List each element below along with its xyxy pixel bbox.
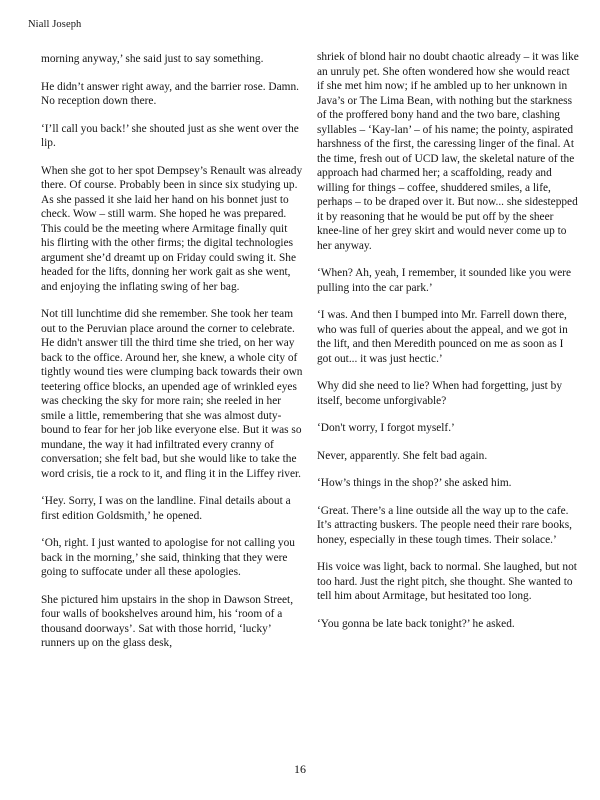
paragraph: She pictured him upstairs in the shop in Dawson Street, four walls of bookshelves around him, his ‘room of a thousand doorways’. Sat with those horrid, ‘lucky’ runners up on the glass desk, xyxy=(41,593,294,649)
paragraph: shriek of blond hair no doubt chaotic already – it was like an unruly pet. She often wondered how she would react if she met him now; if he ambled up to her unknown in Java’s or The Lima Bean, with nothing but the starkness of the proffered bony hand and the two bare, clashing syllables – ‘Kay-lan’ – of his name; the pointy, aspirated harshness of the first, the caressing linger of the final. At the time, fresh out of UCD law, the skeletal nature of the approach had charmed her; a scaffolding, ready and willing for things – coffee, shuddered smiles, a life, perhaps – to be draped over it. But now... she sidestepped it by reasoning that he would be put off by the sheer knee-line of her grey skirt and would never come up to her anyway. xyxy=(317,51,579,252)
running-header-author: Niall Joseph xyxy=(28,19,82,30)
paragraph: Why did she need to lie? When had forgetting, just by itself, become unforgivable? xyxy=(317,380,562,407)
paragraph: ‘Great. There’s a line outside all the way up to the cafe. It’s attracting buskers. The people need their rare books, honey, especially in these tough times. Their solace.’ xyxy=(317,504,572,546)
paragraph: ‘I was. And then I bumped into Mr. Farrell down there, who was full of queries about the appeal, and we got in the lift, and then Meredith pounced on me as soon as I got out... it was just hectic.’ xyxy=(317,309,568,365)
paragraph: Not till lunchtime did she remember. She took her team out to the Peruvian place around the corner to celebrate. He didn't answer till the third time she tried, on her way back to the office. Around her, she knew, a whole city of tightly wound ties were clumping back towards their own teetering office blocks, an upended age of wrinkled eyes was checking the sky for more rain; she reeled in her smile a little, remembering that she was almost duty-bound to fear for her job like everyone else. But it was so mundane, the way it had infiltrated every cranny of conversation; she felt bad, but she would like to take the word crisis, tie a rock to it, and fling it in the Liffey river. xyxy=(41,308,303,480)
paragraph: ‘How’s things in the shop?’ she asked him. xyxy=(317,477,512,489)
left-column xyxy=(41,52,303,664)
paragraph: ‘Oh, right. I just wanted to apologise for not calling you back in the morning,’ she said, thinking that they were going to suffocate under all these apologies. xyxy=(41,537,295,578)
right-column xyxy=(317,50,579,644)
paragraph: His voice was light, back to normal. She laughed, but not too hard. Just the right pitch, she thought. She wanted to tell him about Armitage, but hesitated too long. xyxy=(317,561,577,602)
paragraph: Never, apparently. She felt bad again. xyxy=(317,449,488,462)
paragraph: ‘When? Ah, yeah, I remember, it sounded like you were pulling into the car park.’ xyxy=(317,267,572,294)
paragraph: morning anyway,’ she said just to say something. xyxy=(41,53,264,65)
paragraph: When she got to her spot Dempsey’s Renault was already there. Of course. Probably been in since six studying up. As she passed it she laid her hand on his bonnet just to check. Wow – still warm. She hoped he was prepared. This could be the meeting where Armitage finally quit his flirting with the other firms; the digital technologies argument she’d dreamt up on Friday could swing it. She headed for the lifts, donning her work gait as she went, and enjoying the inflating swing of her bag. xyxy=(41,164,303,293)
paragraph: ‘Don't worry, I forgot myself.’ xyxy=(317,422,455,434)
paragraph: ‘I’ll call you back!’ she shouted just as she went over the lip. xyxy=(41,122,299,149)
paragraph: ‘Hey. Sorry, I was on the landline. Final details about a first edition Goldsmith,’ he opened. xyxy=(41,495,291,522)
paragraph: ‘You gonna be late back tonight?’ he asked. xyxy=(317,617,515,630)
page-number: 16 xyxy=(294,762,306,776)
paragraph: He didn’t answer right away, and the barrier rose. Damn. No reception down there. xyxy=(41,80,299,107)
